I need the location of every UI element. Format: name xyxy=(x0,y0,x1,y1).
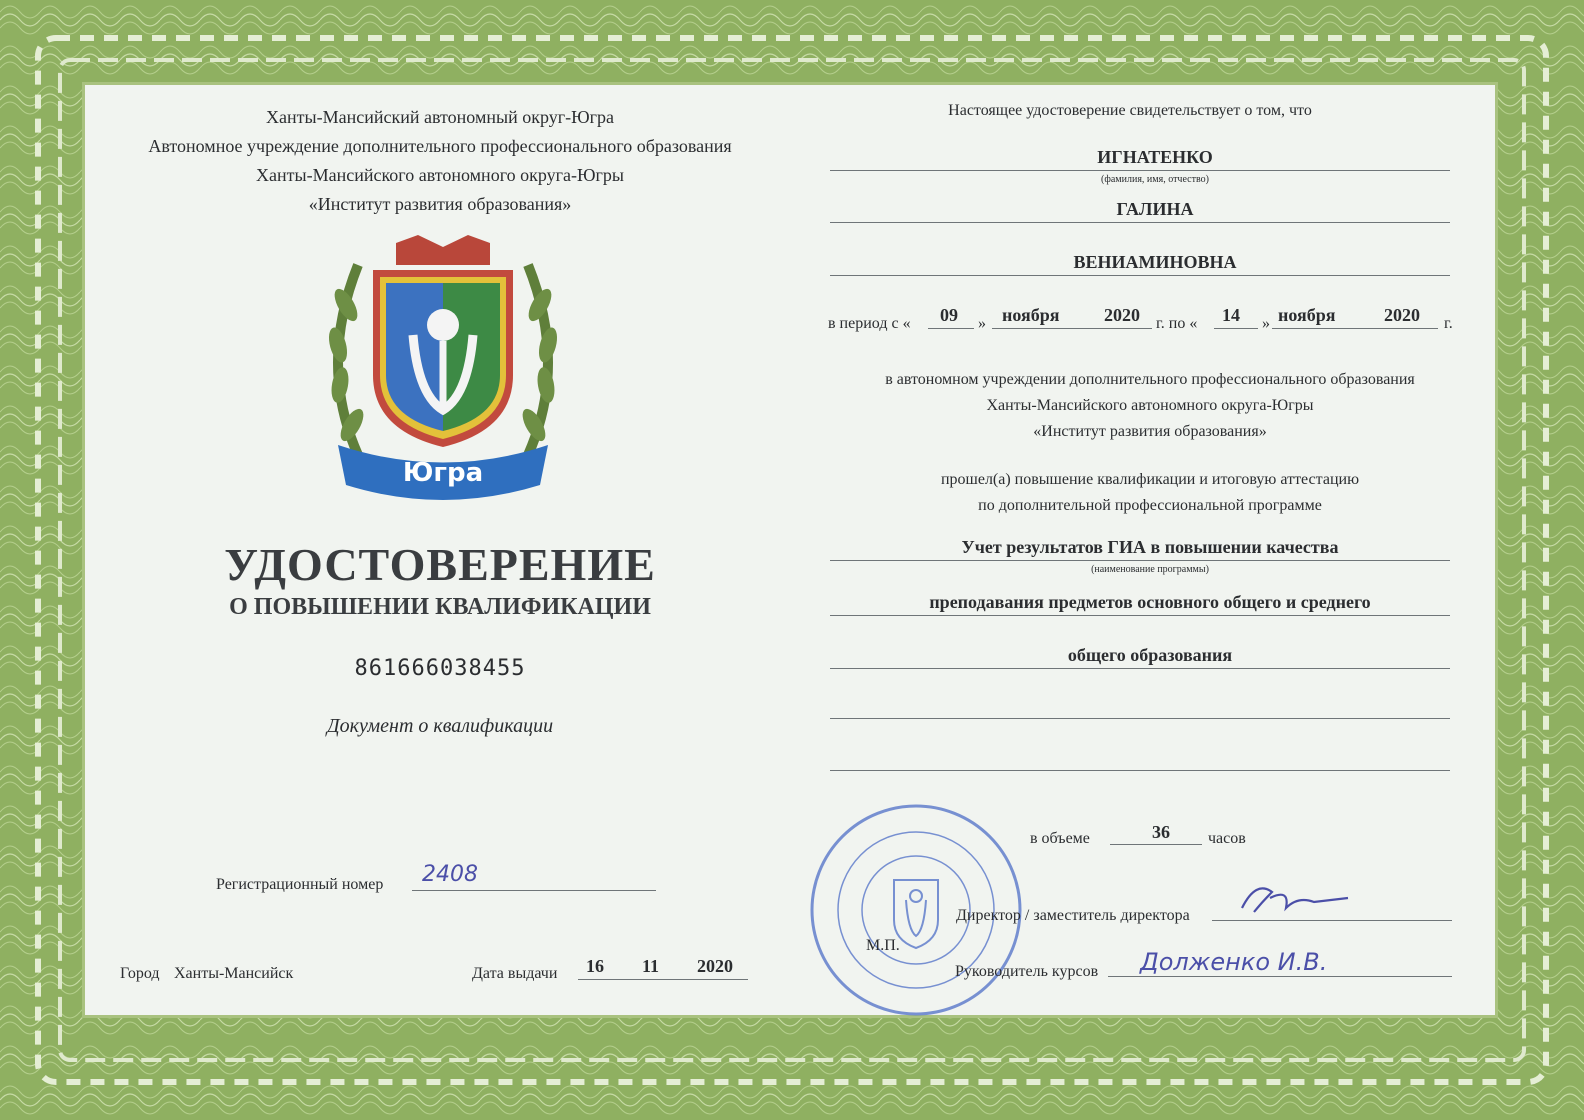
issue-day: 16 xyxy=(586,956,604,976)
institution-line: «Институт развития образования» xyxy=(1033,423,1267,440)
period-suffix: г. xyxy=(1444,315,1453,332)
first-name-line xyxy=(830,222,1450,223)
header-line: Ханты-Мансийского автономного округа-Югры xyxy=(256,165,624,185)
program-caption: (наименование программы) xyxy=(1091,564,1209,575)
end-year: 2020 xyxy=(1384,305,1420,325)
issue-year: 2020 xyxy=(697,956,733,976)
end-day: 14 xyxy=(1222,305,1240,325)
name-caption: (фамилия, имя, отчество) xyxy=(1101,174,1209,185)
period-prefix: в период с « xyxy=(828,315,911,332)
end-month: ноября xyxy=(1278,305,1336,325)
program-line-1-underline xyxy=(830,560,1450,561)
period-quote-2: » xyxy=(1262,315,1270,332)
document-type: Документ о квалификации xyxy=(326,715,554,737)
program-line-2: преподавания предметов основного общего и среднего xyxy=(929,592,1371,612)
certificate-title: УДОСТОВЕРЕНИЕ xyxy=(224,539,656,590)
coat-of-arms-emblem xyxy=(318,225,568,505)
issue-date-line xyxy=(578,979,748,980)
program-line-2-underline xyxy=(830,615,1450,616)
period-quote-1: » xyxy=(978,315,986,332)
patronymic-line xyxy=(830,275,1450,276)
patronymic-value: ВЕНИАМИНОВНА xyxy=(1073,252,1237,272)
institution-line: Ханты-Мансийского автономного округа-Югры xyxy=(986,397,1314,414)
header-line: «Институт развития образования» xyxy=(308,194,572,214)
passed-block xyxy=(820,467,1480,519)
intro-text: Настоящее удостоверение свидетельствует о том, что xyxy=(948,102,1312,119)
course-lead-line xyxy=(1108,976,1452,977)
passed-line: прошел(а) повышение квалификации и итоговую аттестацию xyxy=(940,471,1360,488)
start-day: 09 xyxy=(940,305,958,325)
volume-line xyxy=(1110,844,1202,845)
director-label: Директор / заместитель директора xyxy=(956,907,1190,924)
passed-line: по дополнительной профессиональной программе xyxy=(978,497,1322,514)
blank-line-1 xyxy=(830,718,1450,719)
institution-block xyxy=(820,367,1480,445)
course-lead-label: Руководитель курсов xyxy=(955,963,1099,980)
emblem-banner-text: Югра xyxy=(402,458,484,488)
registration-line xyxy=(412,890,656,891)
surname-line xyxy=(830,170,1450,171)
issuer-header xyxy=(100,103,780,219)
period-mid: г. по « xyxy=(1156,315,1198,332)
surname-value: ИГНАТЕНКО xyxy=(1097,147,1213,167)
header-line: Автономное учреждение дополнительного профессионального образования xyxy=(148,136,732,156)
serial-number: 861666038455 xyxy=(354,656,526,681)
blank-line-2 xyxy=(830,770,1450,771)
volume-unit: часов xyxy=(1208,830,1246,847)
city-value: Ханты-Мансийск xyxy=(174,965,294,982)
institution-line: в автономном учреждении дополнительного профессионального образования xyxy=(885,371,1415,388)
registration-label: Регистрационный номер xyxy=(216,876,384,893)
header-line: Ханты-Мансийский автономный округ-Югра xyxy=(266,107,614,127)
end-month-year-line xyxy=(1272,328,1438,329)
program-line-1: Учет результатов ГИА в повышении качества xyxy=(961,537,1339,557)
stamp-place-label: М.П. xyxy=(866,937,900,954)
start-day-line xyxy=(928,328,974,329)
end-day-line xyxy=(1214,328,1258,329)
issue-date-label: Дата выдачи xyxy=(472,965,558,982)
program-line-3: общего образования xyxy=(1067,645,1233,665)
start-month-year-line xyxy=(992,328,1152,329)
director-signature xyxy=(1236,878,1356,922)
start-year: 2020 xyxy=(1104,305,1140,325)
issue-month: 11 xyxy=(642,956,660,976)
registration-number: 2408 xyxy=(422,862,478,887)
program-line-3-underline xyxy=(830,668,1450,669)
first-name-value: ГАЛИНА xyxy=(1116,199,1194,219)
city-label: Город xyxy=(120,965,160,982)
certificate-subtitle: О ПОВЫШЕНИИ КВАЛИФИКАЦИИ xyxy=(229,594,651,620)
course-lead-signature: Долженко И.В. xyxy=(1140,948,1328,976)
volume-value: 36 xyxy=(1152,822,1170,842)
start-month: ноября xyxy=(1002,305,1060,325)
volume-label: в объеме xyxy=(1030,830,1090,847)
